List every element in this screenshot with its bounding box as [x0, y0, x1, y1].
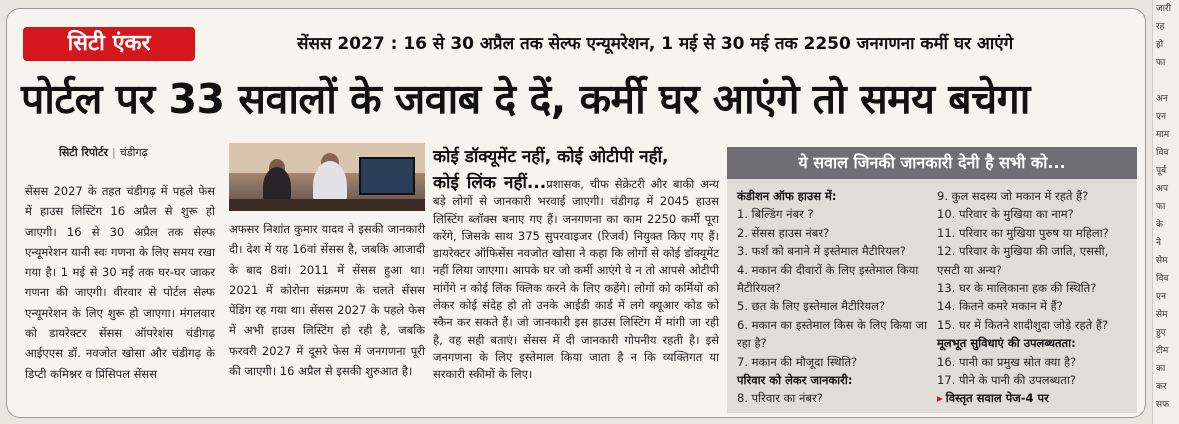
article-column-3-text: प्रशासक, चीफ सेक्रेटरी और बाकी अन्य बड़े लोगों से जानकारी भरवाई जाएगी। चंडीगढ़ में 2045 हाउस लिस्टिंग ब्लॉक्स बनाए गए हैं। जनगणना का काम 2250 कर्मी पूरा करेंगे, जिसके साथ 375 सुपरवाइजर (रिजर्व) नियुक्त किए गए हैं। डायरेक्टर ऑफिसेंस नवजोत खोसा ने कहा कि लोगों से कोई डॉक्यूमेंट नहीं लिया जाएगा। आपके घर जो कर्मी आएंगे वे न तो आपसे ओटीपी मांगेंगे न कोई लिंक क्लिक करने के लिए कहेंगे। लोगों को कर्मियों को लेकर कोई संदेह हो तो उनके आईडी कार्ड में लगे क्यूआर कोड को स्कैन कर सकते हैं। जो जानकारी इस हाउस लिस्टिंग में मांगी जा रही है, वह सही बताएं। सेंसस में दी जानकारी गोपनीय रहती है। इसे जनगणना के लिए इस्तेमाल किया जाता है न कि व्यक्तिगत या सरकारी स्कीमों के लिए।	[433, 177, 719, 382]
adjacent-column-edge	[1152, 0, 1179, 424]
edge-text-fragment: फा	[1156, 58, 1166, 68]
question-item: 12. परिवार के मुखिया की जाति, एससी, एसटी या अन्य?	[937, 244, 1109, 277]
strap-line: सेंसस 2027 : 16 से 30 अप्रैल तक सेल्फ एन्यूमरेशन, 1 मई से 30 मई तक 2250 जनगणना कर्मी घर आएंगे	[297, 34, 1014, 54]
edge-text-fragment: माम	[1156, 130, 1170, 140]
subheading: कोई डॉक्यूमेंट नहीं, कोई ओटीपी नहीं,	[433, 147, 669, 167]
question-item: 14. कितने कमरे मकान में हैं?	[937, 299, 1063, 314]
questions-right-column	[937, 187, 1133, 408]
more-questions-text: विस्तृत सवाल पेज-4 पर	[945, 391, 1049, 406]
edge-text-fragment: हुए	[1156, 328, 1166, 338]
byline: सिटी रिपोर्टर | चंडीगढ़	[59, 146, 148, 159]
press-conference-photo	[229, 143, 425, 211]
edge-text-fragment: टीम	[1156, 346, 1169, 356]
edge-text-fragment: जारी	[1156, 4, 1172, 14]
edge-text-fragment: पूर्व	[1156, 166, 1167, 176]
article-column-3	[433, 175, 719, 384]
edge-text-fragment: अन	[1156, 94, 1168, 104]
questions-section-title: मूलभूत सुविधाएं की उपलब्धतता:	[937, 336, 1076, 351]
edge-text-fragment: हो	[1156, 40, 1164, 50]
edge-text-fragment: सेम	[1156, 256, 1168, 266]
byline-city: चंडीगढ़	[119, 146, 148, 159]
edge-text-fragment: का	[1156, 364, 1166, 374]
question-item: 3. फर्श को बनाने में इस्तेमाल मैटीरियल?	[737, 244, 906, 259]
question-item: 11. परिवार का मुखिया पुरुष या महिला?	[937, 225, 1109, 240]
question-item: 16. पानी का प्रमुख स्रोत क्या है?	[937, 354, 1077, 369]
question-item: 10. परिवार के मुखिया का नाम?	[937, 207, 1074, 222]
edge-text-fragment: विव	[1156, 148, 1169, 158]
edge-text-fragment: के	[1156, 220, 1163, 230]
pointer-arrow-icon: ▸	[937, 391, 943, 406]
newspaper-clipping	[6, 8, 1146, 418]
question-item: 7. मकान की मौजूदा स्थिति?	[737, 354, 858, 369]
questions-box-heading: ये सवाल जिनकी जानकारी देनी है सभी को...	[727, 147, 1137, 179]
questions-section-title: कंडीशन ऑफ हाउस में:	[737, 189, 837, 203]
edge-text-fragment: फा	[1156, 202, 1166, 212]
question-item: 4. मकान की दीवारों के लिए इस्तेमाल किया मैटीरियल?	[737, 262, 919, 296]
more-questions-note	[937, 389, 1133, 407]
edge-text-fragment: एन	[1156, 112, 1166, 122]
edge-text-fragment	[1153, 72, 1179, 90]
question-item: 13. घर के मालिकाना हक की स्थिति?	[937, 281, 1097, 296]
questions-section-title: परिवार को लेकर जानकारी:	[737, 373, 853, 388]
edge-text-fragment: सेम	[1156, 310, 1168, 320]
question-item: 5. छत के लिए इस्तेमाल मैटीरियल?	[737, 299, 886, 314]
question-item: 1. बिल्डिंग नंबर ?	[737, 207, 814, 222]
edge-text-fragment: ने	[1156, 238, 1161, 248]
question-item: 9. कुल सदस्य जो मकान में रहते हैं?	[937, 189, 1089, 203]
question-item: 2. सेंसस हाउस नंबर?	[737, 225, 830, 240]
edge-text-fragment: विव	[1156, 274, 1169, 284]
edge-text-fragment: सफ	[1156, 400, 1170, 410]
question-item: 6. मकान का इस्तेमाल किस के लिए किया जा रहा है?	[737, 317, 927, 351]
question-item: 17. पीने के पानी की उपलब्धता?	[937, 373, 1076, 388]
edge-text-fragment: कर	[1156, 382, 1167, 392]
byline-reporter: सिटी रिपोर्टर	[59, 146, 108, 159]
article-column-1: सेंसस 2027 के तहत चंडीगढ़ में पहले फेस में हाउस लिस्टिंग 16 अप्रैल से शुरू हो जाएगी। 16 से 30 अप्रैल तक सेल्फ एन्यूमरेशन यानी स्वः गणना के लिए समय रखा गया है। 1 मई से 30 मई तक घर-घर जाकर गणना की जाएगी। वीरवार से पोर्टल सेल्फ एन्यूमरेशन के लिए शुरू हो जाएगा। मंगलवार को डायरेक्टर सेंसस ऑपरेशंस चंडीगढ़ आईएएस डॉ. नवजोत खोसा और चंडीगढ़ के डिप्टी कमिश्नर व प्रिंसिपल सेंसस	[25, 184, 215, 381]
edge-text-fragment: एन	[1156, 292, 1166, 302]
edge-text-fragment: अप	[1156, 184, 1168, 194]
article-column-2: अफसर निशांत कुमार यादव ने इसकी जानकारी दी। देश में यह 16वां सेंसस है, जबकि आजादी के बाद 8वां। 2011 में सेंसस हुआ था। 2021 में कोरोना संक्रमण के चलते सेंसस पेंडिंग रह गया था। सेंसस 2027 के पहले फेस में अभी हाउस लिस्टिंग हो रही है, जबकि फरवरी 2027 में दूसरे फेस में जनगणना पूरी की जाएगी। 16 अप्रैल से इसकी शुरुआत है।	[229, 222, 425, 379]
question-item: 15. घर में कितने शादीशुदा जोड़े रहते हैं?	[937, 317, 1109, 332]
subheading-continued: कोई लिंक नहीं...	[433, 173, 547, 193]
section-badge: सिटी एंकर	[23, 27, 195, 61]
questions-box	[727, 147, 1137, 413]
headline: पोर्टल पर 33 सवालों के जवाब दे दें, कर्मी घर आएंगे तो समय बचेगा	[21, 75, 1030, 123]
question-item: 8. परिवार का नंबर?	[737, 391, 823, 406]
edge-text-fragment: रह	[1156, 22, 1165, 32]
questions-left-column	[737, 187, 929, 408]
